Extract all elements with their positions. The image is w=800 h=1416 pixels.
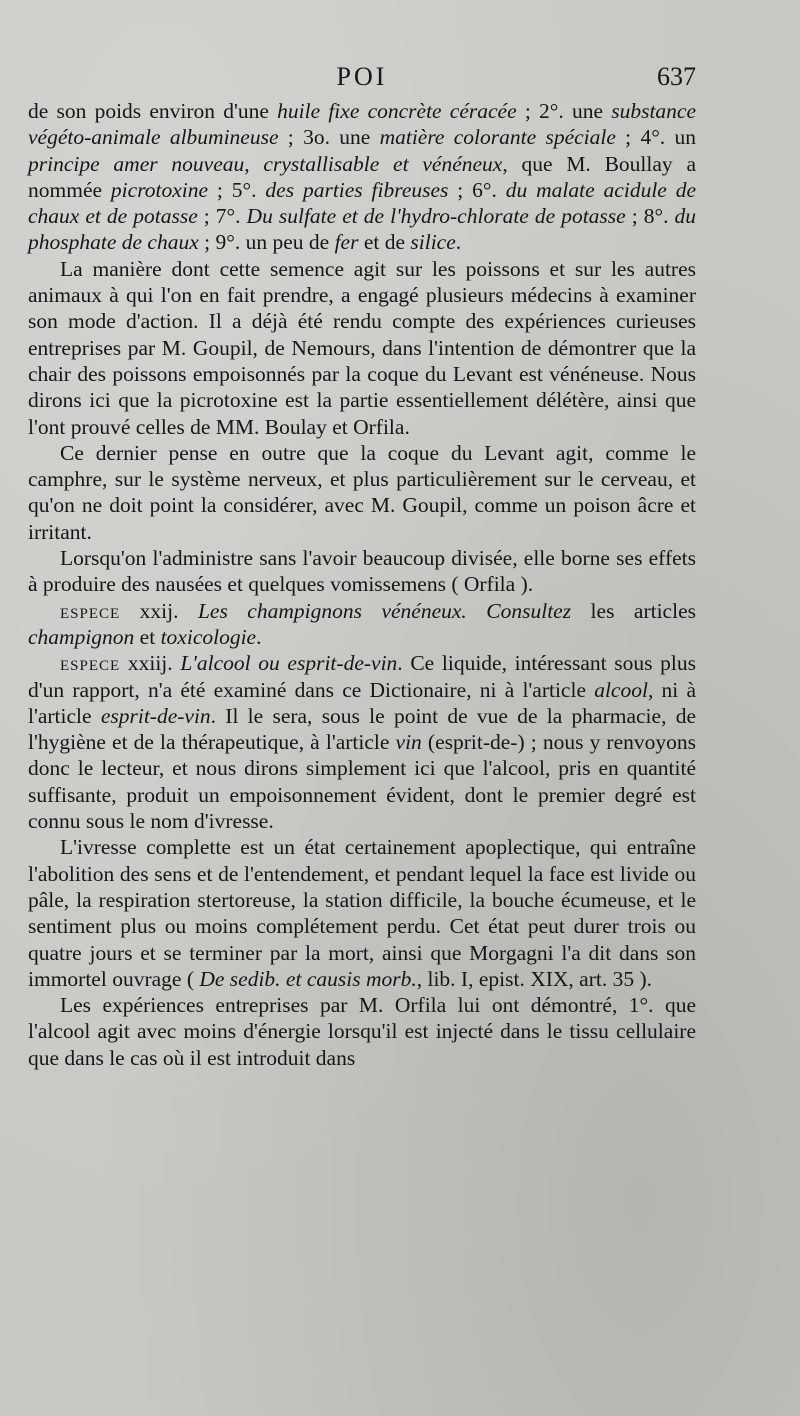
italic-run: substance végéto-animale albumineuse	[28, 99, 697, 150]
text-run: ; 4°. un	[615, 125, 696, 150]
paragraph	[28, 650, 696, 834]
text-run: et	[134, 624, 161, 649]
italic-run: vin	[395, 730, 422, 755]
italic-run: crystallisable et vénéneux	[263, 151, 503, 176]
page-header	[28, 62, 696, 98]
italic-run: Du sulfate et de l'hydro-chlorate de potasse	[246, 204, 626, 229]
text-run: ; 7°.	[197, 204, 247, 229]
italic-run: champignon	[28, 624, 135, 649]
italic-run: du phosphate de chaux	[28, 204, 696, 255]
italic-run: fer	[334, 230, 359, 255]
text-run: Les expériences entreprises par M. Orfila lui ont démontré, 1°. que l'alcool agit avec moins d'énergie lorsqu'il est injecté dans le tissu cellulaire que dans le cas où il est introduit dans	[28, 993, 696, 1070]
text-run: , que M. Boullay a nommée	[28, 151, 697, 202]
text-run: de son poids environ d'une	[28, 99, 278, 123]
italic-run: matière colorante spéciale	[379, 125, 616, 150]
paragraph	[28, 834, 696, 992]
paragraph	[28, 256, 696, 440]
text-run: Lorsqu'on l'administre sans l'avoir beaucoup divisée, elle borne ses effets à produire des nausées et quelques vomissemens ( Orfila ).	[28, 546, 696, 597]
italic-run: De sedib. et causis morb.	[199, 966, 417, 991]
italic-run: huile fixe concrète céracée	[277, 99, 517, 123]
text-run: .	[256, 624, 262, 649]
text-run: (esprit-de-) ; nous y renvoyons donc le lecteur, et nous dirons simplement ici que l'alcool, pris en quantité suffisante, produit un empoisonnement évident, dont le premier degré est connu sous le nom d'ivresse.	[28, 730, 696, 834]
text-run: Ce dernier pense en outre que la coque du Levant agit, comme le camphre, sur le système nerveux, et plus particulièrement sur le cerveau, et qu'on ne doit point la considérer, avec M. Goupil, comme un poison âcre et irritant.	[28, 440, 696, 544]
text-run: . Il le sera, sous le point de vue de la pharmacie, de l'hygiène et de la thérapeutique, à l'article	[28, 703, 696, 755]
text-run: xxiij.	[120, 651, 181, 676]
running-head: POI	[336, 62, 388, 91]
paragraph	[28, 992, 696, 1071]
italic-run: L'alcool ou esprit-de-vin	[180, 651, 398, 676]
text-run: ; 3o. une	[278, 125, 380, 150]
italic-run: Les champignons vénéneux. Consultez	[197, 598, 572, 623]
italic-run: esprit-de-vin	[100, 703, 211, 728]
text-run: .	[455, 230, 462, 255]
paragraph	[28, 598, 696, 651]
italic-run: toxicologie	[160, 624, 257, 649]
text-run: xxij.	[120, 598, 198, 623]
text-run: ; 5°.	[208, 177, 266, 202]
text-run: et de	[358, 230, 411, 255]
text-run: La manière dont cette semence agit sur les poissons et sur les autres animaux à qui l'on en fait prendre, a engagé plusieurs médecins à examiner son mode d'action. Il a déjà été rendu compte des expériences curieuses entreprises par M. Goupil, de Nemours, dans l'intention de démontrer que la chair des poissons empoisonnés par la coque du Levant est vénéneuse. Nous dirons ici que la picrotoxine est la partie essentiellement délétère, ainsi que l'ont prouvé celles de MM. Boulay et Orfila.	[28, 256, 696, 439]
page-number: 637	[657, 62, 696, 91]
italic-run: du malate acidule de chaux et de potasse	[28, 177, 697, 229]
paragraph	[28, 440, 696, 545]
text-run: ; 6°.	[448, 177, 506, 202]
text-run: , lib. I, epist. XIX, art. 35 ).	[416, 966, 652, 991]
text-run: ,	[244, 151, 264, 176]
text-run: . Ce liquide, intéressant sous plus d'un rapport, n'a été examiné dans ce Dictionaire, ni à l'article	[28, 651, 696, 702]
text-run: les articles	[571, 598, 696, 623]
paragraph	[28, 545, 696, 598]
italic-run: des parties fibreuses	[265, 177, 449, 202]
italic-run: silice	[410, 230, 456, 255]
text-run: L'ivresse complette est un état certainement apoplectique, qui entraîne l'abolition des sens et de l'entendement, et pendant lequel la face est livide ou pâle, la respiration stertoreuse, la station difficile, la bouche écumeuse, et le sentiment plus ou moins complétement perdu. Cet état peut durer trois ou quatre jours et se terminer par la mort, ainsi que Morgagni l'a dit dans son immortel ouvrage (	[28, 835, 696, 991]
italic-run: principe amer nouveau	[28, 151, 245, 176]
small-caps-run: espece	[60, 651, 121, 676]
small-caps-run: espece	[60, 598, 121, 623]
paragraph	[28, 98, 696, 256]
italic-run: alcool	[594, 677, 648, 702]
text-run: ; 9°. un peu de	[198, 230, 335, 255]
body-text	[28, 98, 696, 1071]
text-run: , ni à l'article	[28, 677, 696, 728]
text-run: ; 2°. une	[516, 99, 612, 123]
text-run: ; 8°.	[625, 204, 675, 229]
italic-run: picrotoxine	[110, 177, 209, 202]
